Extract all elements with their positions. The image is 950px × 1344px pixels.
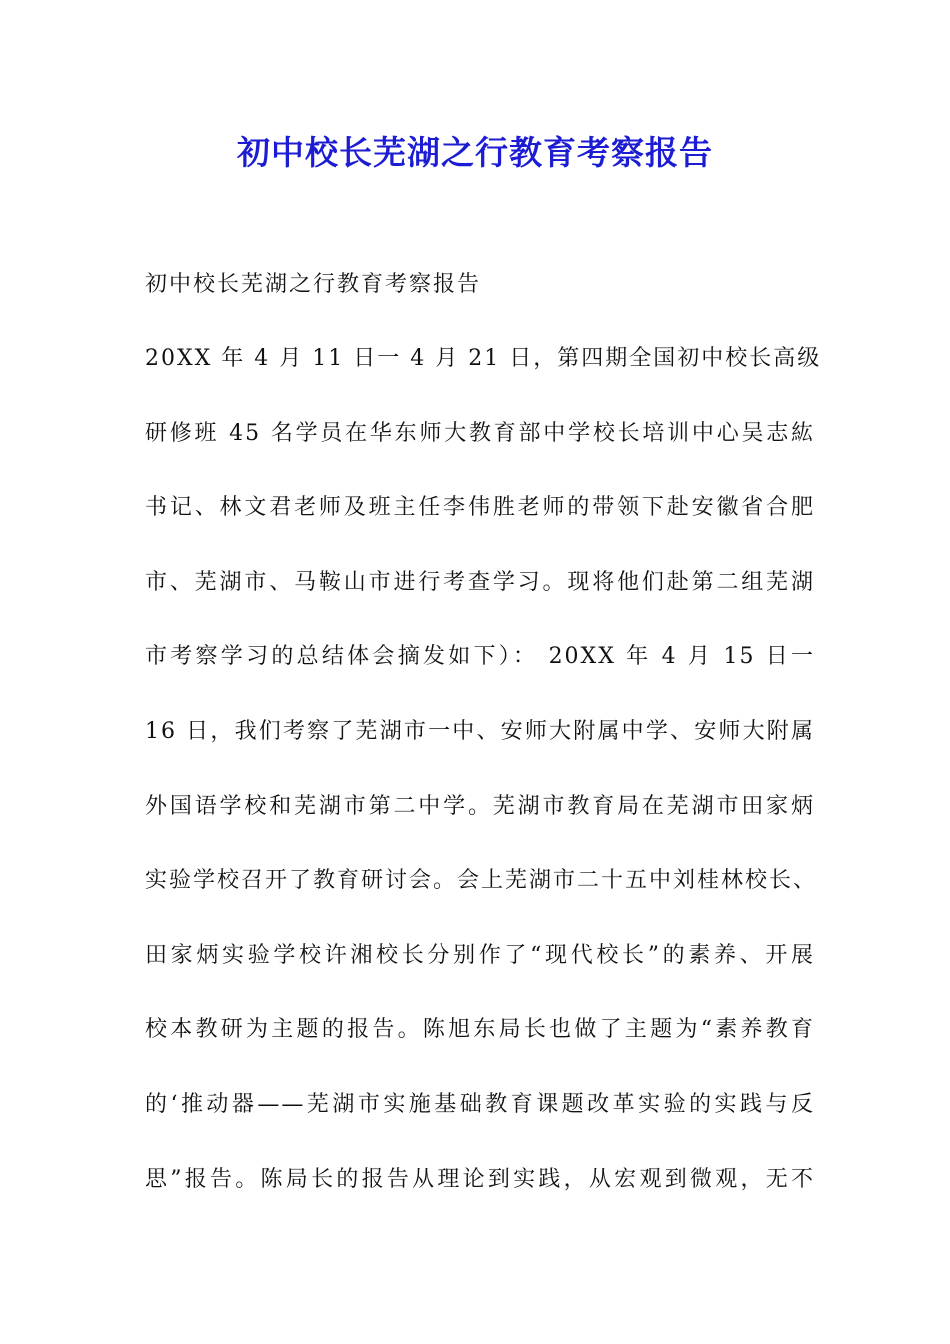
body-line: 市、芜湖市、马鞍山市进行考查学习。现将他们赴第二组芜湖 [145,569,815,595]
body-line: 书记、林文君老师及班主任李伟胜老师的带领下赴安徽省合肥 [145,495,815,521]
body-line: 研修班 45 名学员在华东师大教育部中学校长培训中心吴志紘 [145,420,815,446]
body-line: 实验学校召开了教育研讨会。会上芜湖市二十五中刘桂林校长、 [145,868,818,894]
body-line: 市考察学习的总结体会摘发如下）： 20XX 年 4 月 15 日一 [145,644,815,670]
body-line: 思”报告。陈局长的报告从理论到实践，从宏观到微观，无不 [145,1166,815,1192]
body-paragraph [145,342,822,1237]
body-line: 外国语学校和芜湖市第二中学。芜湖市教育局在芜湖市田家炳 [145,793,815,819]
body-line: 田家炳实验学校许湘校长分别作了“现代校长”的素养、开展 [145,942,815,968]
document-subtitle: 初中校长芜湖之行教育考察报告 [145,272,482,297]
body-line: 的‘推动器——芜湖市实施基础教育课题改革实验的实践与反 [145,1091,815,1117]
document-title: 初中校长芜湖之行教育考察报告 [237,133,713,172]
body-line: 16 日，我们考察了芜湖市一中、安师大附属中学、安师大附属 [145,718,815,744]
body-line: 20XX 年 4 月 11 日一 4 月 21 日，第四期全国初中校长高级 [145,346,822,371]
body-line: 校本教研为主题的报告。陈旭东局长也做了主题为“素养教育 [145,1017,815,1043]
